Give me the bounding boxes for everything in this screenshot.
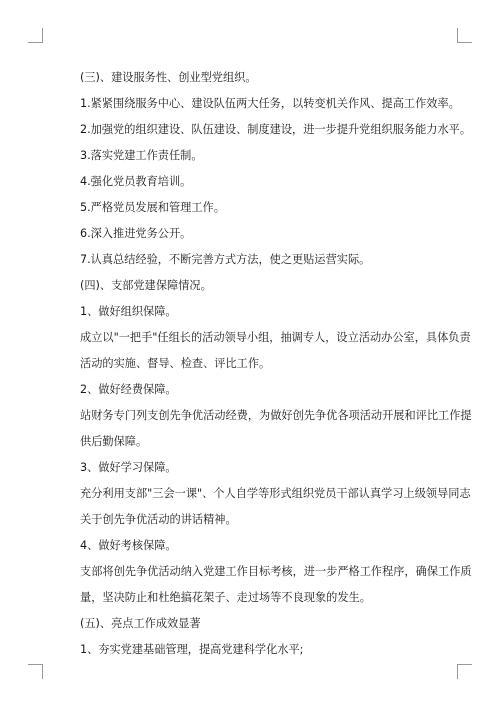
subheading: 3、做好学习保障。 bbox=[80, 461, 177, 474]
subheading: 1、做好组织保障。 bbox=[80, 305, 177, 318]
section-heading: (五)、亮点工作成效显著 bbox=[80, 617, 201, 630]
crop-mark-top-left bbox=[28, 28, 43, 43]
paragraph-line: 关于创先争优活动的讲话精神。 bbox=[80, 513, 237, 526]
list-item: 3.落实党建工作责任制。 bbox=[80, 149, 203, 162]
crop-mark-bottom-right bbox=[457, 664, 472, 679]
subheading: 4、做好考核保障。 bbox=[80, 539, 177, 552]
crop-mark-top-right bbox=[457, 28, 472, 43]
subheading: 2、做好经费保障。 bbox=[80, 383, 177, 396]
crop-mark-bottom-left bbox=[28, 664, 43, 679]
section-heading: (四)、支部党建保障情况。 bbox=[80, 279, 212, 292]
list-item: 1、夯实党建基础管理，提高党建科学化水平; bbox=[80, 643, 304, 656]
section-heading: (三)、建设服务性、创业型党组织。 bbox=[80, 71, 257, 84]
paragraph-line: 成立以"一把手"任组长的活动领导小组，抽调专人，设立活动办公室，具体负责 bbox=[80, 331, 471, 344]
list-item: 5.严格党员发展和管理工作。 bbox=[80, 201, 225, 214]
list-item: 6.深入推进党务公开。 bbox=[80, 227, 192, 240]
paragraph-line: 支部将创先争优活动纳入党建工作目标考核，进一步严格工作程序，确保工作质 bbox=[80, 565, 472, 578]
paragraph-line: 充分利用支部"三会一课"、个人自学等形式组织党员干部认真学习上级领导同志 bbox=[80, 487, 471, 500]
list-item: 1.紧紧围绕服务中心、建设队伍两大任务，以转变机关作风、提高工作效率。 bbox=[80, 97, 460, 110]
paragraph-line: 供后勤保障。 bbox=[80, 435, 148, 448]
paragraph-line: 量，坚决防止和杜绝搞花架子、走过场等不良现象的发生。 bbox=[80, 591, 371, 604]
list-item: 4.强化党员教育培训。 bbox=[80, 175, 192, 188]
list-item: 7.认真总结经验，不断完善方式方法，使之更贴运营实际。 bbox=[80, 253, 371, 266]
paragraph-line: 站财务专门列支创先争优活动经费，为做好创先争优各项活动开展和评比工作提 bbox=[80, 409, 472, 422]
paragraph-line: 活动的实施、督导、检查、评比工作。 bbox=[80, 357, 271, 370]
list-item: 2.加强党的组织建设、队伍建设、制度建设，进一步提升党组织服务能力水平。 bbox=[80, 123, 472, 136]
